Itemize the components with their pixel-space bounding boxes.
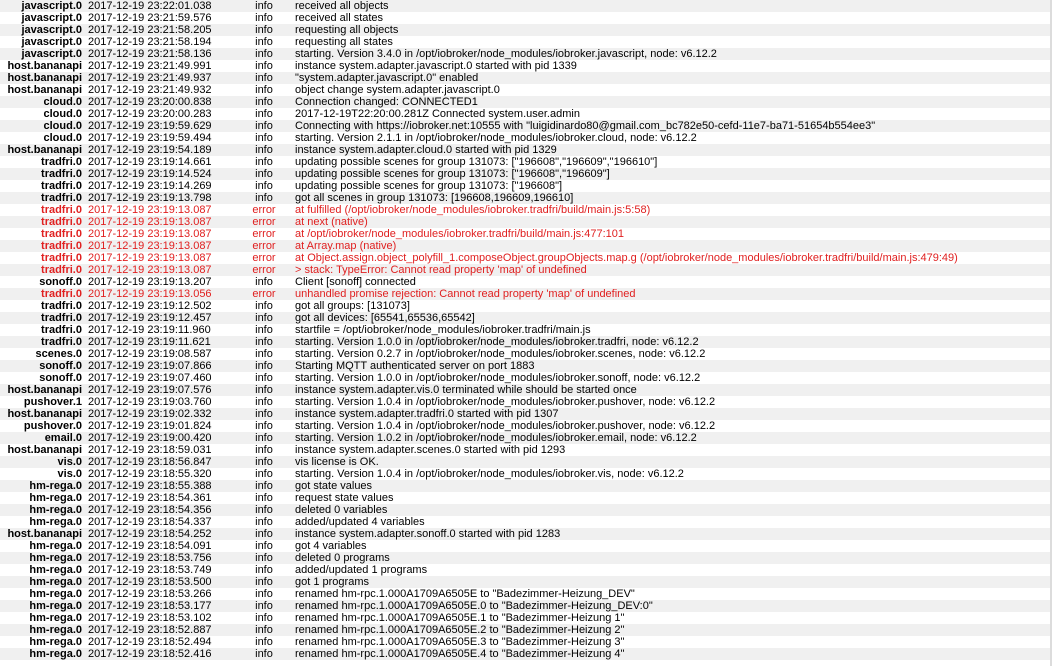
log-message: instance system.adapter.scenes.0 started with pid 1293: [289, 444, 1052, 456]
log-message: updating possible scenes for group 131073: ["196608","196609"]: [289, 168, 1052, 180]
log-timestamp: 2017-12-19 23:19:11.621: [85, 336, 237, 348]
log-source: tradfri.0: [0, 168, 85, 180]
log-level: info: [237, 48, 289, 60]
log-row: [0, 288, 1052, 300]
log-level: info: [237, 120, 289, 132]
log-source: tradfri.0: [0, 192, 85, 204]
log-level: info: [237, 648, 289, 660]
log-level: info: [237, 348, 289, 360]
log-timestamp: 2017-12-19 23:18:54.356: [85, 504, 237, 516]
log-message: renamed hm-rpc.1.000A1709A6505E.0 to "Badezimmer-Heizung_DEV:0": [289, 600, 1052, 612]
log-source: scenes.0: [0, 348, 85, 360]
log-row: [0, 192, 1052, 204]
log-message: got all groups: [131073]: [289, 300, 1052, 312]
log-timestamp: 2017-12-19 23:21:49.937: [85, 72, 237, 84]
log-timestamp: 2017-12-19 23:18:53.177: [85, 600, 237, 612]
log-row: [0, 504, 1052, 516]
log-source: hm-rega.0: [0, 516, 85, 528]
log-level: info: [237, 156, 289, 168]
log-message: starting. Version 2.1.1 in /opt/iobroker/node_modules/iobroker.cloud, node: v6.12.2: [289, 132, 1052, 144]
log-level: info: [237, 540, 289, 552]
log-message: received all states: [289, 12, 1052, 24]
log-source: hm-rega.0: [0, 576, 85, 588]
log-message: request state values: [289, 492, 1052, 504]
log-row: [0, 12, 1052, 24]
log-level: info: [237, 96, 289, 108]
log-message: startfile = /opt/iobroker/node_modules/iobroker.tradfri/main.js: [289, 324, 1052, 336]
log-row: [0, 48, 1052, 60]
log-timestamp: 2017-12-19 23:18:52.494: [85, 636, 237, 648]
log-timestamp: 2017-12-19 23:21:58.205: [85, 24, 237, 36]
log-source: pushover.1: [0, 396, 85, 408]
log-row: [0, 396, 1052, 408]
log-row: [0, 96, 1052, 108]
log-level: info: [237, 12, 289, 24]
log-source: hm-rega.0: [0, 480, 85, 492]
log-timestamp: 2017-12-19 23:19:00.420: [85, 432, 237, 444]
log-source: javascript.0: [0, 12, 85, 24]
log-level: error: [237, 288, 289, 300]
log-source: host.bananapi: [0, 408, 85, 420]
log-source: hm-rega.0: [0, 552, 85, 564]
log-timestamp: 2017-12-19 23:18:53.756: [85, 552, 237, 564]
log-source: javascript.0: [0, 48, 85, 60]
log-row: [0, 348, 1052, 360]
log-level: info: [237, 276, 289, 288]
log-timestamp: 2017-12-19 23:18:52.887: [85, 624, 237, 636]
log-row: [0, 36, 1052, 48]
log-level: info: [237, 372, 289, 384]
log-level: info: [237, 456, 289, 468]
log-source: tradfri.0: [0, 264, 85, 276]
log-timestamp: 2017-12-19 23:21:59.576: [85, 12, 237, 24]
log-timestamp: 2017-12-19 23:18:59.031: [85, 444, 237, 456]
log-timestamp: 2017-12-19 23:19:13.087: [85, 216, 237, 228]
log-message: starting. Version 1.0.0 in /opt/iobroker/node_modules/iobroker.sonoff, node: v6.12.2: [289, 372, 1052, 384]
log-source: pushover.0: [0, 420, 85, 432]
log-timestamp: 2017-12-19 23:19:59.629: [85, 120, 237, 132]
log-source: sonoff.0: [0, 276, 85, 288]
log-level: info: [237, 444, 289, 456]
log-level: info: [237, 516, 289, 528]
log-timestamp: 2017-12-19 23:19:11.960: [85, 324, 237, 336]
log-message: added/updated 4 variables: [289, 516, 1052, 528]
log-timestamp: 2017-12-19 23:18:53.102: [85, 612, 237, 624]
log-source: host.bananapi: [0, 384, 85, 396]
log-timestamp: 2017-12-19 23:18:55.320: [85, 468, 237, 480]
log-message: received all objects: [289, 0, 1052, 12]
log-source: hm-rega.0: [0, 504, 85, 516]
log-level: error: [237, 204, 289, 216]
log-level: info: [237, 72, 289, 84]
log-source: tradfri.0: [0, 252, 85, 264]
log-message: instance system.adapter.tradfri.0 started with pid 1307: [289, 408, 1052, 420]
log-level: error: [237, 252, 289, 264]
log-level: info: [237, 336, 289, 348]
log-timestamp: 2017-12-19 23:21:58.194: [85, 36, 237, 48]
log-message: renamed hm-rpc.1.000A1709A6505E.1 to "Badezimmer-Heizung 1": [289, 612, 1052, 624]
log-timestamp: 2017-12-19 23:18:54.337: [85, 516, 237, 528]
log-row: [0, 492, 1052, 504]
log-level: info: [237, 180, 289, 192]
log-message: starting. Version 1.0.2 in /opt/iobroker/node_modules/iobroker.email, node: v6.12.2: [289, 432, 1052, 444]
log-row: [0, 84, 1052, 96]
log-message: starting. Version 1.0.4 in /opt/iobroker/node_modules/iobroker.pushover, node: v6.12.2: [289, 420, 1052, 432]
log-message: starting. Version 1.0.4 in /opt/iobroker/node_modules/iobroker.pushover, node: v6.12.2: [289, 396, 1052, 408]
log-source: javascript.0: [0, 0, 85, 12]
log-message: deleted 0 variables: [289, 504, 1052, 516]
log-level: info: [237, 564, 289, 576]
log-message: at /opt/iobroker/node_modules/iobroker.tradfri/build/main.js:477:101: [289, 228, 1052, 240]
log-source: tradfri.0: [0, 156, 85, 168]
log-message: got all scenes in group 131073: [196608,196609,196610]: [289, 192, 1052, 204]
log-level: error: [237, 228, 289, 240]
log-message: updating possible scenes for group 131073: ["196608"]: [289, 180, 1052, 192]
log-level: info: [237, 612, 289, 624]
log-message: starting. Version 1.0.0 in /opt/iobroker/node_modules/iobroker.tradfri, node: v6.12.2: [289, 336, 1052, 348]
log-message: at Object.assign.object_polyfill_1.composeObject.groupObjects.map.g (/opt/iobroker/node_modules/iobroker.tradfri/build/main.js:479:49): [289, 252, 1052, 264]
log-level: info: [237, 192, 289, 204]
log-level: info: [237, 108, 289, 120]
log-level: info: [237, 576, 289, 588]
log-message: added/updated 1 programs: [289, 564, 1052, 576]
log-message: Connection changed: CONNECTED1: [289, 96, 1052, 108]
log-source: hm-rega.0: [0, 648, 85, 660]
log-message: renamed hm-rpc.1.000A1709A6505E to "Badezimmer-Heizung_DEV": [289, 588, 1052, 600]
log-timestamp: 2017-12-19 23:19:13.056: [85, 288, 237, 300]
log-row: [0, 144, 1052, 156]
log-row: [0, 624, 1052, 636]
log-timestamp: 2017-12-19 23:19:59.494: [85, 132, 237, 144]
log-source: tradfri.0: [0, 300, 85, 312]
log-level: info: [237, 300, 289, 312]
log-source: tradfri.0: [0, 336, 85, 348]
log-message: Starting MQTT authenticated server on port 1883: [289, 360, 1052, 372]
log-message: renamed hm-rpc.1.000A1709A6505E.3 to "Badezimmer-Heizung 3": [289, 636, 1052, 648]
log-message: deleted 0 programs: [289, 552, 1052, 564]
log-row: [0, 180, 1052, 192]
log-timestamp: 2017-12-19 23:18:54.252: [85, 528, 237, 540]
log-row: [0, 372, 1052, 384]
log-row: [0, 540, 1052, 552]
log-row: [0, 432, 1052, 444]
log-row: [0, 648, 1052, 660]
log-timestamp: 2017-12-19 23:19:13.087: [85, 240, 237, 252]
log-row: [0, 24, 1052, 36]
log-source: tradfri.0: [0, 288, 85, 300]
log-level: info: [237, 60, 289, 72]
log-level: error: [237, 216, 289, 228]
log-timestamp: 2017-12-19 23:18:52.416: [85, 648, 237, 660]
log-timestamp: 2017-12-19 23:18:54.091: [85, 540, 237, 552]
log-row: [0, 228, 1052, 240]
log-message: got 4 variables: [289, 540, 1052, 552]
log-timestamp: 2017-12-19 23:19:13.087: [85, 264, 237, 276]
log-level: info: [237, 504, 289, 516]
log-timestamp: 2017-12-19 23:19:13.087: [85, 228, 237, 240]
log-row: [0, 444, 1052, 456]
log-source: host.bananapi: [0, 84, 85, 96]
log-message: at next (native): [289, 216, 1052, 228]
log-message: unhandled promise rejection: Cannot read property 'map' of undefined: [289, 288, 1052, 300]
log-level: info: [237, 312, 289, 324]
log-message: requesting all objects: [289, 24, 1052, 36]
log-timestamp: 2017-12-19 23:20:00.283: [85, 108, 237, 120]
log-row: [0, 600, 1052, 612]
log-message: starting. Version 0.2.7 in /opt/iobroker/node_modules/iobroker.scenes, node: v6.12.2: [289, 348, 1052, 360]
log-source: cloud.0: [0, 132, 85, 144]
log-message: 2017-12-19T22:20:00.281Z Connected system.user.admin: [289, 108, 1052, 120]
log-timestamp: 2017-12-19 23:19:08.587: [85, 348, 237, 360]
log-timestamp: 2017-12-19 23:18:53.749: [85, 564, 237, 576]
log-row: [0, 552, 1052, 564]
log-timestamp: 2017-12-19 23:19:14.524: [85, 168, 237, 180]
log-message: updating possible scenes for group 131073: ["196608","196609","196610"]: [289, 156, 1052, 168]
log-level: info: [237, 84, 289, 96]
log-message: got 1 programs: [289, 576, 1052, 588]
log-source: email.0: [0, 432, 85, 444]
log-timestamp: 2017-12-19 23:21:49.932: [85, 84, 237, 96]
log-row: [0, 420, 1052, 432]
log-row: [0, 168, 1052, 180]
log-level: info: [237, 324, 289, 336]
log-level: info: [237, 588, 289, 600]
log-timestamp: 2017-12-19 23:19:13.798: [85, 192, 237, 204]
log-source: tradfri.0: [0, 180, 85, 192]
log-timestamp: 2017-12-19 23:19:07.460: [85, 372, 237, 384]
log-timestamp: 2017-12-19 23:19:14.661: [85, 156, 237, 168]
log-level: info: [237, 420, 289, 432]
log-source: vis.0: [0, 468, 85, 480]
log-level: info: [237, 624, 289, 636]
log-timestamp: 2017-12-19 23:19:14.269: [85, 180, 237, 192]
log-row: [0, 636, 1052, 648]
log-timestamp: 2017-12-19 23:19:12.502: [85, 300, 237, 312]
log-row: [0, 480, 1052, 492]
log-row: [0, 264, 1052, 276]
log-timestamp: 2017-12-19 23:18:54.361: [85, 492, 237, 504]
log-message: instance system.adapter.vis.0 terminated while should be started once: [289, 384, 1052, 396]
log-timestamp: 2017-12-19 23:18:56.847: [85, 456, 237, 468]
log-level: info: [237, 396, 289, 408]
log-level: info: [237, 408, 289, 420]
log-level: info: [237, 480, 289, 492]
log-row: [0, 336, 1052, 348]
log-message: at fulfilled (/opt/iobroker/node_modules/iobroker.tradfri/build/main.js:5:58): [289, 204, 1052, 216]
log-row: [0, 384, 1052, 396]
log-row: [0, 576, 1052, 588]
log-row: [0, 360, 1052, 372]
log-source: hm-rega.0: [0, 636, 85, 648]
log-source: hm-rega.0: [0, 588, 85, 600]
log-row: [0, 204, 1052, 216]
log-timestamp: 2017-12-19 23:18:55.388: [85, 480, 237, 492]
log-level: info: [237, 600, 289, 612]
log-source: host.bananapi: [0, 144, 85, 156]
log-source: tradfri.0: [0, 240, 85, 252]
log-timestamp: 2017-12-19 23:19:12.457: [85, 312, 237, 324]
log-row: [0, 216, 1052, 228]
log-row: [0, 0, 1052, 12]
log-message: > stack: TypeError: Cannot read property 'map' of undefined: [289, 264, 1052, 276]
log-message: object change system.adapter.javascript.0: [289, 84, 1052, 96]
log-message: instance system.adapter.sonoff.0 started with pid 1283: [289, 528, 1052, 540]
log-timestamp: 2017-12-19 23:18:53.500: [85, 576, 237, 588]
log-row: [0, 240, 1052, 252]
log-row: [0, 588, 1052, 600]
log-source: cloud.0: [0, 108, 85, 120]
log-source: cloud.0: [0, 96, 85, 108]
log-row: [0, 120, 1052, 132]
log-level: info: [237, 468, 289, 480]
log-row: [0, 612, 1052, 624]
log-level: info: [237, 384, 289, 396]
log-level: info: [237, 168, 289, 180]
log-source: tradfri.0: [0, 204, 85, 216]
log-source: host.bananapi: [0, 444, 85, 456]
log-timestamp: 2017-12-19 23:19:54.189: [85, 144, 237, 156]
log-timestamp: 2017-12-19 23:19:01.824: [85, 420, 237, 432]
log-source: host.bananapi: [0, 60, 85, 72]
log-timestamp: 2017-12-19 23:19:13.087: [85, 204, 237, 216]
log-message: starting. Version 3.4.0 in /opt/iobroker/node_modules/iobroker.javascript, node: v6.12.2: [289, 48, 1052, 60]
log-timestamp: 2017-12-19 23:19:13.087: [85, 252, 237, 264]
log-source: hm-rega.0: [0, 540, 85, 552]
log-row: [0, 312, 1052, 324]
log-row: [0, 516, 1052, 528]
log-message: got state values: [289, 480, 1052, 492]
log-source: sonoff.0: [0, 372, 85, 384]
log-source: vis.0: [0, 456, 85, 468]
log-source: hm-rega.0: [0, 492, 85, 504]
log-message: renamed hm-rpc.1.000A1709A6505E.4 to "Badezimmer-Heizung 4": [289, 648, 1052, 660]
log-source: hm-rega.0: [0, 600, 85, 612]
log-source: host.bananapi: [0, 528, 85, 540]
log-source: hm-rega.0: [0, 564, 85, 576]
log-row: [0, 276, 1052, 288]
log-row: [0, 300, 1052, 312]
log-source: host.bananapi: [0, 72, 85, 84]
log-row: [0, 108, 1052, 120]
log-timestamp: 2017-12-19 23:18:53.266: [85, 588, 237, 600]
log-row: [0, 72, 1052, 84]
log-timestamp: 2017-12-19 23:22:01.038: [85, 0, 237, 12]
log-message: "system.adapter.javascript.0" enabled: [289, 72, 1052, 84]
log-timestamp: 2017-12-19 23:19:07.866: [85, 360, 237, 372]
log-row: [0, 324, 1052, 336]
log-row: [0, 528, 1052, 540]
log-level: info: [237, 432, 289, 444]
log-source: cloud.0: [0, 120, 85, 132]
log-level: info: [237, 36, 289, 48]
log-message: Connecting with https://iobroker.net:10555 with "luigidinardo80@gmail.com_bc782e50-cefd-11e7-ba71-51654b554ee3": [289, 120, 1052, 132]
log-level: info: [237, 492, 289, 504]
log-level: info: [237, 528, 289, 540]
log-message: instance system.adapter.javascript.0 started with pid 1339: [289, 60, 1052, 72]
log-level: info: [237, 360, 289, 372]
log-row: [0, 156, 1052, 168]
log-row: [0, 132, 1052, 144]
log-message: requesting all states: [289, 36, 1052, 48]
log-message: starting. Version 1.0.4 in /opt/iobroker/node_modules/iobroker.vis, node: v6.12.2: [289, 468, 1052, 480]
log-message: got all devices: [65541,65536,65542]: [289, 312, 1052, 324]
log-message: renamed hm-rpc.1.000A1709A6505E.2 to "Badezimmer-Heizung 2": [289, 624, 1052, 636]
log-level: error: [237, 264, 289, 276]
log-source: javascript.0: [0, 24, 85, 36]
log-row: [0, 468, 1052, 480]
log-level: info: [237, 132, 289, 144]
log-row: [0, 252, 1052, 264]
log-source: tradfri.0: [0, 216, 85, 228]
log-source: hm-rega.0: [0, 624, 85, 636]
log-timestamp: 2017-12-19 23:19:02.332: [85, 408, 237, 420]
log-timestamp: 2017-12-19 23:19:07.576: [85, 384, 237, 396]
log-message: at Array.map (native): [289, 240, 1052, 252]
log-message: vis license is OK.: [289, 456, 1052, 468]
log-source: tradfri.0: [0, 324, 85, 336]
log-level: info: [237, 144, 289, 156]
log-source: tradfri.0: [0, 312, 85, 324]
log-timestamp: 2017-12-19 23:21:58.136: [85, 48, 237, 60]
log-row: [0, 408, 1052, 420]
log-row: [0, 60, 1052, 72]
log-source: javascript.0: [0, 36, 85, 48]
log-message: instance system.adapter.cloud.0 started with pid 1329: [289, 144, 1052, 156]
log-level: info: [237, 552, 289, 564]
log-row: [0, 456, 1052, 468]
log-message: Client [sonoff] connected: [289, 276, 1052, 288]
log-level: info: [237, 0, 289, 12]
log-level: info: [237, 636, 289, 648]
log-timestamp: 2017-12-19 23:19:03.760: [85, 396, 237, 408]
log-source: sonoff.0: [0, 360, 85, 372]
log-level: error: [237, 240, 289, 252]
log-timestamp: 2017-12-19 23:19:13.207: [85, 276, 237, 288]
log-row: [0, 564, 1052, 576]
log-source: tradfri.0: [0, 228, 85, 240]
log-source: hm-rega.0: [0, 612, 85, 624]
log-level: info: [237, 24, 289, 36]
log-timestamp: 2017-12-19 23:20:00.838: [85, 96, 237, 108]
log-timestamp: 2017-12-19 23:21:49.991: [85, 60, 237, 72]
